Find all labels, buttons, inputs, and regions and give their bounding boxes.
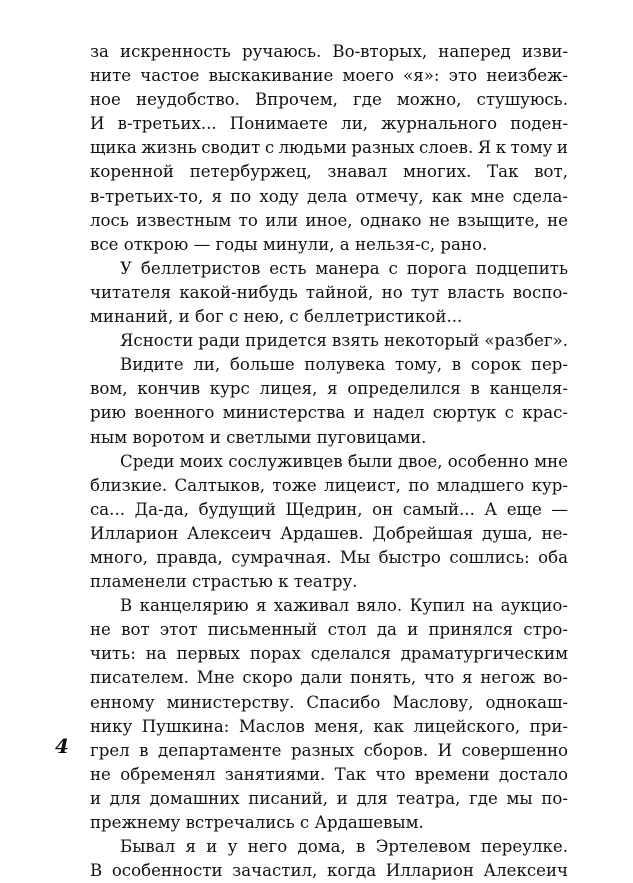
text-line: прежнему встречались с Ардашевым. xyxy=(90,813,424,832)
text-line: рию военного министерства и надел сюртук с крас- xyxy=(90,403,568,423)
text-line: пламенели страстью к театру. xyxy=(90,572,358,592)
text-line: чить: на первых порах сделался драматургическим xyxy=(90,644,568,664)
text-line: в-третьих-то, я по ходу дела отмечу, как мне сдела- xyxy=(90,186,568,206)
text-line: Видите ли, больше полувека тому, в сорок пер- xyxy=(120,355,568,375)
text-line: В особенности зачастил, когда Илларион Алексеич xyxy=(90,861,568,881)
text-line: за искренность ручаюсь. Во-вторых, наперед изви- xyxy=(90,42,568,61)
text-line: читателя какой-нибудь тайной, но тут власть воспо- xyxy=(90,282,568,302)
text-line: нику Пушкина: Маслов меня, как лицейского, при- xyxy=(90,716,568,736)
text-line: много, правда, сумрачная. Мы быстро сошлись: оба xyxy=(90,547,568,567)
text-line: ным воротом и светлыми пуговицами. xyxy=(90,427,427,447)
page-number: 4 xyxy=(55,734,69,758)
text-line: лось известным то или иное, однако не взыщите, не xyxy=(90,210,568,230)
text-line: не вот этот письменный стол да и принялся стро- xyxy=(90,620,568,640)
text-line: близкие. Салтыков, тоже лицеист, по младшего кур- xyxy=(90,475,568,495)
text-line: Бывал я и у него дома, в Эртелевом переулке. xyxy=(120,837,568,857)
text-line: вом, кончив курс лицея, я определился в канцеля- xyxy=(90,379,568,399)
text-line: писателем. Мне скоро дали понять, что я негож во- xyxy=(90,668,568,688)
text-line: ное неудобство. Впрочем, где можно, стушуюсь. xyxy=(90,90,568,110)
text-line: все открою — годы минули, а нельзя-с, рано. xyxy=(90,234,488,254)
text-line: У беллетристов есть манера с порога подцепить xyxy=(120,258,568,278)
text-line: грел в департаменте разных сборов. И совершенно xyxy=(90,740,568,760)
text-line: Среди моих сослуживцев были двое, особенно мне xyxy=(120,451,568,471)
text-line: коренной петербуржец, знавал многих. Так вот, xyxy=(90,162,568,182)
body-text xyxy=(90,40,568,883)
text-line: щика жизнь сводит с людьми разных слоев. Я к тому и xyxy=(90,138,568,158)
text-line: минаний, и бог с нею, с беллетристикой... xyxy=(90,307,463,327)
text-line: ните частое выскакивание моего «я»: это неизбеж- xyxy=(90,66,568,86)
text-line: В канцелярию я хаживал вяло. Купил на аукцио- xyxy=(120,596,568,616)
text-line: и для домашних писаний, и для театра, где мы по- xyxy=(90,788,568,808)
text-line: Ясности ради придется взять некоторый «разбег». xyxy=(120,331,568,351)
text-line: са... Да-да, будущий Щедрин, он самый... А еще — xyxy=(90,499,568,519)
text-line: Илларион Алексеич Ардашев. Добрейшая душа, не- xyxy=(90,523,568,543)
text-line: И в-третьих... Понимаете ли, журнального поден- xyxy=(90,114,568,134)
text-line: не обременял занятиями. Так что времени достало xyxy=(90,764,568,784)
text-line: енному министерству. Спасибо Маслову, однокаш- xyxy=(90,692,568,712)
